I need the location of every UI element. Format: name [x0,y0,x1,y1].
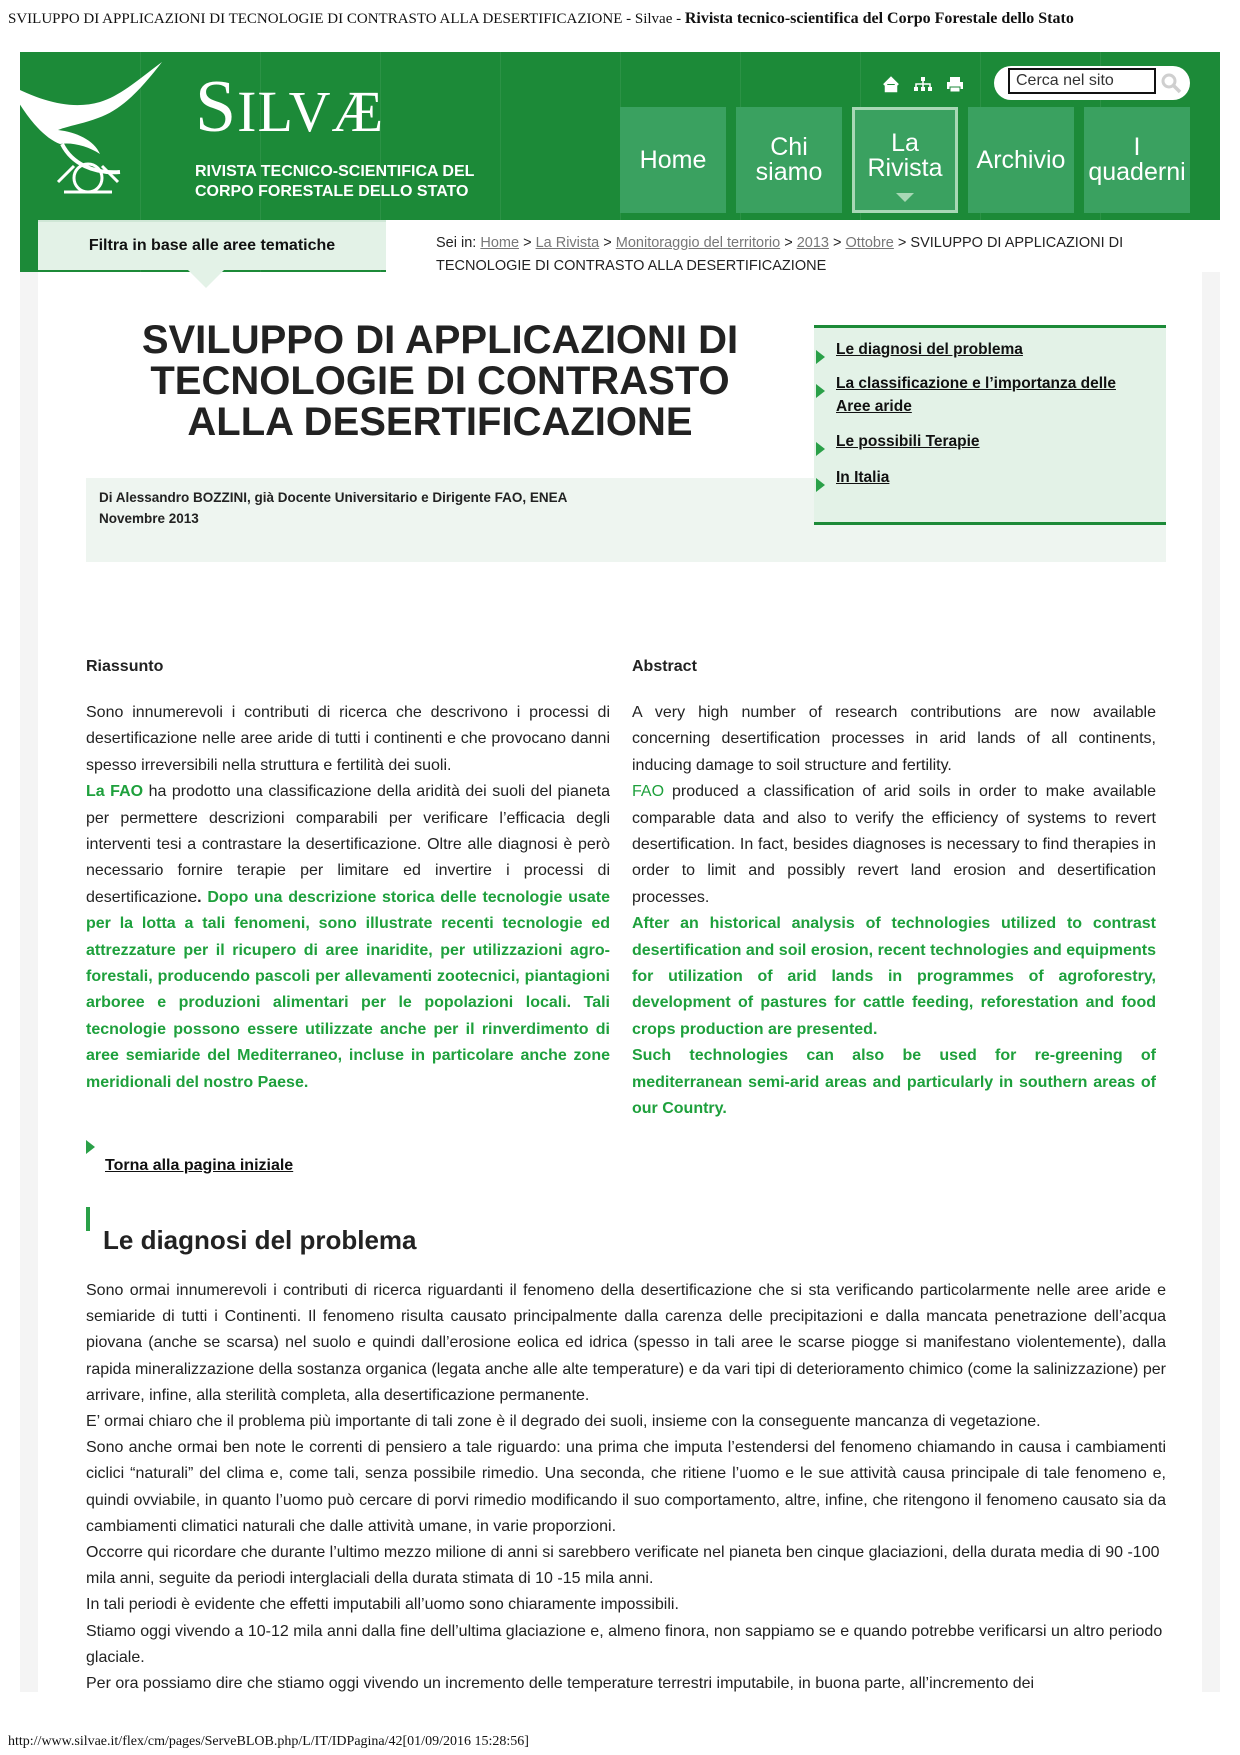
toc-bullet-icon [816,384,825,398]
tab-i-quaderni-line1: I [1133,133,1141,161]
brand-initial: S [195,66,238,148]
breadcrumb-separator: > [833,235,842,251]
table-of-contents [814,325,1166,525]
article-byline [99,487,567,529]
tab-archivio-label: Archivio [976,145,1066,174]
abstract-highlight-1: After an historical analysis of technologies utilized to contrast desertification and soil erosion, recent technologies and equipments for utilization of arid lands in programmes of agroforestry, development of pastures for cattle feeding, reforestation and food crops production are presented. [632,915,1156,1038]
print-footer-url: http://www.silvae.it/flex/cm/pages/ServeBLOB.php/L/IT/IDPagina/42[01/09/2016 15:28:56] [8,1734,529,1749]
tab-i-quaderni-line2: quaderni [1088,158,1186,186]
brand-subtitle-line2: CORPO FORESTALE DELLO STATO [195,183,469,200]
search-input[interactable] [1008,68,1156,94]
tab-home[interactable] [620,107,726,213]
body-paragraph: Stiamo oggi vivendo a 10-12 mila anni dalla fine dell’ultima glaciazione e, almeno finora, non sappiamo se e quando potrebbe verificarsi un altro periodo glaciale. [86,1622,1163,1666]
breadcrumb-prefix: Sei in: [436,235,477,251]
breadcrumb-separator: > [523,235,532,251]
body-paragraph: Occorre qui ricordare che durante l’ultimo mezzo milione di anni si sarebbero verificate nel pianeta ben cinque glaciazioni, della durata media di 90 -100 mila anni, seguite da periodi interglaciali della durata stimata di 10 -15 mila anni. [86,1544,1160,1588]
riassunto-text [86,700,610,1096]
filter-caret-icon [188,270,224,288]
section-marker [86,1207,90,1231]
body-paragraph: Sono anche ormai ben note le correnti di pensiero a tale riguardo: una prima che imputa l’estendersi del fenomeno chiamando in causa i cambiamenti ciclici “naturali” del clima e, come tali, senza possibile rimedio. Una seconda, che ritiene l’uomo e le sue attività causa principale di tale fenomeno e, quindi ovviabile, in quanto l’uomo può cercare di porvi rimedio modificando il suo comportamento, altre, infine, che ritengono il fenomeno causato sia da cambiamenti climatici naturali che dalle attività umane, in varie proporzioni. [86,1439,1166,1535]
body-paragraph: Sono ormai innumerevoli i contributi di ricerca riguardanti il fenomeno della desertificazione che si sta verificando particolarmente nelle aree aride e semiaride di tutti i Continenti. Il fenomeno risulta causato principalmente dalla carenza delle precipitazioni e dalla mancata penetrazione dell’acqua piovana (anche se scarsa) nel suolo e quindi dall’erosione eolica ed idrica (spesso in tali aree le scarse piogge si manifestano violentemente), dalla rapida mineralizzazione della sostanza organica (legata anche alle alte temperature) e da vari tipi di deterioramento chimico (come la salinizzazione) per arrivare, infine, alla sterilità completa, alla desertificazione permanente. [86,1282,1166,1404]
back-to-top-link[interactable]: Torna alla pagina iniziale [105,1157,294,1174]
tab-la-rivista-line2: Rivista [867,154,943,182]
body-paragraph: E’ ormai chiaro che il problema più importante di tali zone è il degrado dei suoli, insieme con la conseguente mancanza di vegetazione. [86,1413,1041,1431]
breadcrumb [436,232,1166,278]
breadcrumb-link-2013[interactable]: 2013 [796,235,829,251]
abstract-intro: A very high number of research contributions are now available concerning desertification processes in arid lands of all continents, inducing damage to soil structure and fertility. [632,704,1156,774]
tab-chi-siamo[interactable] [736,107,842,213]
page-title: SVILUPPO DI APPLICAZIONI DI TECNOLOGIE DI CONTRASTO ALLA DESERTIFICAZIONE [141,318,739,444]
breadcrumb-link-home[interactable]: Home [480,235,520,251]
section-body [86,1278,1166,1697]
brand-rest: ILVÆ [237,79,385,144]
thematic-filter-label: Filtra in base alle aree tematiche [88,237,336,254]
breadcrumb-link-la-rivista[interactable]: La Rivista [535,235,600,251]
silvae-logo-icon[interactable] [2,14,168,199]
abstract-text [632,700,1156,1123]
thematic-filter-toggle[interactable] [38,220,386,270]
toc-bullet-icon [816,478,825,492]
breadcrumb-link-monitoraggio[interactable]: Monitoraggio del territorio [615,235,781,251]
body-paragraph: In tali periodi è evidente che effetti imputabili all’uomo sono chiaramente impossibili. [86,1596,679,1614]
print-title-bold: Rivista tecnico-scientifica del Corpo Forestale dello Stato [684,10,1074,27]
sitemap-icon[interactable] [912,70,934,98]
toc-item-classificazione[interactable]: La classificazione e l’importanza delle Aree aride [836,375,1116,415]
abstract-body: produced a classification of arid soils in order to make available comparable data and also to verify the efficiency of systems to revert desertification. In fact, besides diagnoses is necessary to find therapies in order to limit and possibly revert land erosion and desertification processes. [632,783,1156,906]
breadcrumb-separator: > [603,235,612,251]
toc-item-diagnosi[interactable]: Le diagnosi del problema [836,341,1023,358]
riassunto-heading: Riassunto [86,658,164,675]
tab-archivio[interactable] [968,107,1074,213]
riassunto-highlight: Dopo una descrizione storica delle tecnologie usate per la lotta a tali fenomeni, sono illustrate recenti tecnologie ed attrezzature per il ricupero di aree inaridite, per utilizzazioni agro-forestali, producendo pascoli per allevamenti zootecnici, piantagioni arboree e produzioni alimentari per le popolazioni locali. Tali tecnologie possono essere utilizzate anche per il rinverdimento di aree semiaride del Mediterraneo, incluse in particolare anche zone meridionali del nostro Paese. [86,888,610,1091]
back-bullet-icon [86,1140,95,1154]
tab-i-quaderni[interactable] [1084,107,1190,213]
abstract-heading: Abstract [632,658,697,675]
brand-subtitle-line1: RIVISTA TECNICO-SCIENTIFICA DEL [195,163,475,180]
article-date: Novembre 2013 [99,511,199,526]
abstract-highlight-2: Such technologies can also be used for re-greening of mediterranean semi-arid areas and particularly in southern areas of our Country. [632,1047,1156,1118]
riassunto-body: ha prodotto una classificazione della aridità dei suoli del pianeta per permettere descrizioni comparabili per verificare l’efficacia degli interventi tesi a contrastare la desertificazione. Oltre alle diagnosi è però necessario fornire terapie per limitare ed invertire i processi di desertificazione [86,783,610,906]
body-paragraph: Per ora possiamo dire che stiamo oggi vivendo un incremento delle temperature terrestri imputabile, in buona parte, all’incremento dei [86,1675,1035,1693]
toc-item-italia[interactable]: In Italia [836,469,890,486]
article-author: Di Alessandro BOZZINI, già Docente Universitario e Dirigente FAO, ENEA [99,490,568,505]
toc-bullet-icon [816,442,825,456]
active-tab-caret-icon [896,193,914,202]
tab-home-label: Home [639,145,707,174]
home-icon[interactable] [880,70,902,98]
breadcrumb-link-ottobre[interactable]: Ottobre [845,235,894,251]
toc-bullet-icon [816,350,825,364]
brand-subtitle [195,162,474,202]
tab-chi-siamo-line2: siamo [755,158,823,186]
toc-item-terapie[interactable]: Le possibili Terapie [836,433,980,450]
breadcrumb-separator: > [784,235,793,251]
breadcrumb-current: SVILUPPO DI APPLICAZIONI DI TECNOLOGIE DI CONTRASTO ALLA DESERTIFICAZIONE [436,235,1124,274]
riassunto-intro: Sono innumerevoli i contributi di ricerca che descrivono i processi di desertificazione nelle aree aride di tutti i continenti e che provocano danni spesso irreversibili nella struttura e fertilità dei suoli. [86,704,610,774]
print-title-plain: SVILUPPO DI APPLICAZIONI DI TECNOLOGIE DI CONTRASTO ALLA DESERTIFICAZIONE - Silvae - [8,11,682,27]
section-title: Le diagnosi del problema [103,1225,417,1255]
tab-la-rivista-line1: La [891,129,919,157]
print-icon[interactable] [944,70,966,98]
fao-highlight-en: FAO [632,783,665,801]
tab-la-rivista[interactable] [852,107,958,213]
fao-highlight: La FAO [86,783,144,801]
riassunto-dot: . [197,888,202,906]
search-icon[interactable] [1158,70,1184,96]
breadcrumb-separator: > [897,235,907,251]
brand-name[interactable] [195,66,385,148]
tab-chi-siamo-line1: Chi [770,133,808,161]
